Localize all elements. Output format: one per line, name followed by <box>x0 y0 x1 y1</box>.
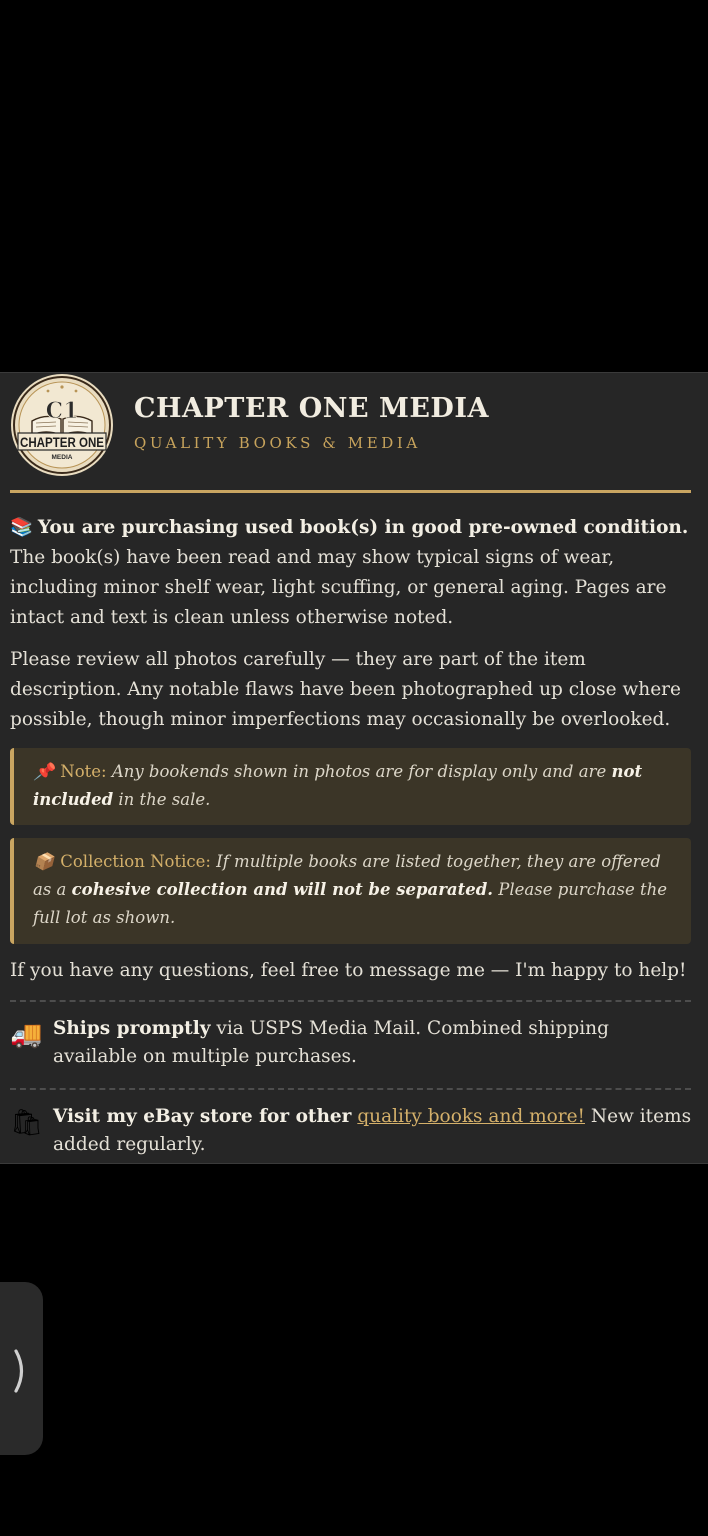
brand-header <box>10 373 691 493</box>
store-text <box>53 1103 693 1159</box>
pushpin-icon: 📌 <box>33 762 55 781</box>
chevron-right-icon <box>11 1347 31 1395</box>
store-row <box>10 1103 692 1163</box>
side-panel-tab[interactable] <box>0 1282 43 1455</box>
collection-emphasis: cohesive collection and will not be separated. <box>71 880 494 899</box>
condition-details: The book(s) have been read and may show typical signs of wear, including minor shelf wear, light scuffing, or general aging. Pages are intact and text is clean unless otherwise noted. <box>10 547 667 628</box>
svg-text:C1: C1 <box>45 398 79 424</box>
note-text-a: Any bookends shown in photos are for display only and are <box>106 762 612 781</box>
shopping-bags-icon: 🛍 <box>10 1108 44 1138</box>
note-emphasis: not included <box>33 762 643 809</box>
brand-tagline: QUALITY BOOKS & MEDIA <box>134 434 421 452</box>
dashed-divider <box>10 1000 691 1002</box>
books-icon: 📚 <box>10 517 34 538</box>
note-label: Note: <box>60 762 107 781</box>
svg-text:CHAPTER ONE: CHAPTER ONE <box>20 435 104 450</box>
store-link[interactable]: quality books and more! <box>357 1106 585 1127</box>
dashed-divider <box>10 1088 691 1090</box>
condition-headline: You are purchasing used book(s) in good pre-owned condition. <box>37 517 689 538</box>
listing-description-card <box>0 372 708 1164</box>
collection-text-b: Please purchase the full lot as shown. <box>33 880 667 927</box>
collection-notice-label: Collection Notice: <box>60 852 211 871</box>
bookends-note <box>10 748 691 825</box>
package-icon: 📦 <box>33 852 55 871</box>
chapter-one-logo <box>10 373 114 477</box>
condition-paragraph <box>10 513 692 633</box>
store-headline: Visit my eBay store for other <box>53 1106 352 1127</box>
delivery-truck-icon: 🚚 <box>10 1020 43 1050</box>
shipping-headline: Ships promptly <box>53 1018 211 1039</box>
collection-text-a: If multiple books are listed together, they are offered as a <box>33 852 661 899</box>
photos-paragraph: Please review all photos carefully — they are part of the item description. Any notable flaws have been photographed up close where possible, though minor imperfections may occasionally be overlooked. <box>10 649 681 730</box>
store-details: New items added regularly. <box>53 1106 692 1155</box>
shipping-details: via USPS Media Mail. Combined shipping available on multiple purchases. <box>53 1018 609 1067</box>
brand-name: CHAPTER ONE MEDIA <box>134 393 489 424</box>
collection-notice <box>10 838 691 944</box>
header-divider <box>10 490 691 493</box>
note-text-b: in the sale. <box>113 790 211 809</box>
svg-text:MEDIA: MEDIA <box>51 454 73 461</box>
shipping-text <box>53 1015 693 1071</box>
questions-paragraph: If you have any questions, feel free to message me — I'm happy to help! <box>10 960 687 981</box>
shipping-row <box>10 1015 692 1075</box>
